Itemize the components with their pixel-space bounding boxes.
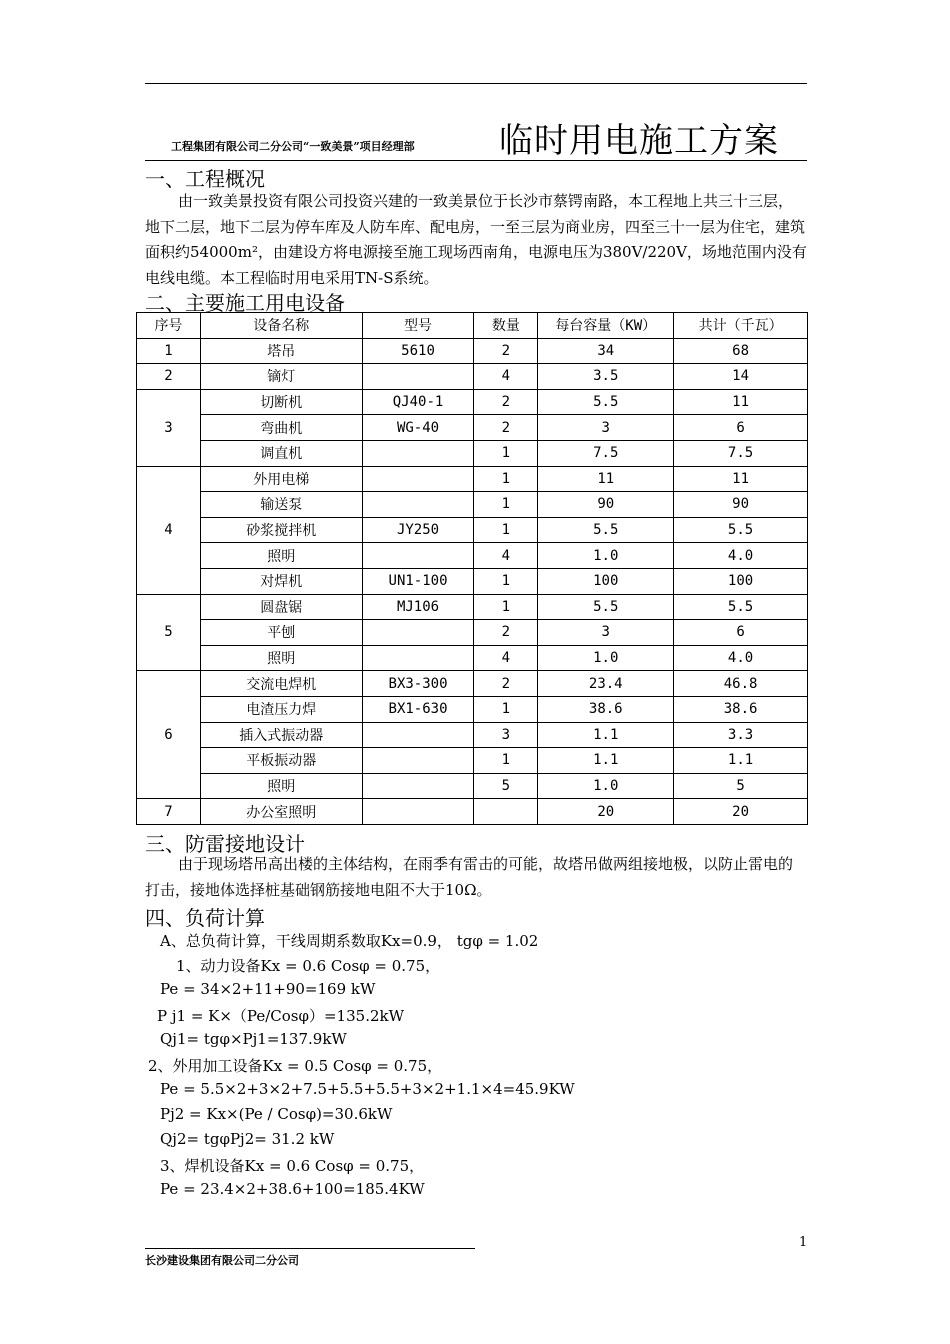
table-cell: BX1-630 xyxy=(362,696,474,722)
section3-text: 由于现场塔吊高出楼的主体结构，在雨季有雷击的可能，故塔吊做两组接地极，以防止雷电的打击，接地体选择桩基础钢筋接地电阻不大于10Ω。 xyxy=(145,855,794,899)
table-cell: 5.5 xyxy=(538,594,674,620)
equipment-table xyxy=(136,312,808,825)
table-cell: 4 xyxy=(474,645,538,671)
table-row xyxy=(137,517,808,543)
table-cell xyxy=(362,543,474,569)
table-row xyxy=(137,466,808,492)
table-cell: 圆盘锯 xyxy=(200,594,362,620)
calc-line-1: A、总负荷计算，干线周期系数取Kx=0.9， tgφ = 1.02 xyxy=(160,932,539,950)
footer-company: 长沙建设集团有限公司二分公司 xyxy=(145,1254,299,1267)
calc-line-5: Qj1= tgφ×Pj1=137.9kW xyxy=(160,1030,347,1048)
table-cell: MJ106 xyxy=(362,594,474,620)
table-cell xyxy=(362,722,474,748)
table-cell: 2 xyxy=(474,620,538,646)
calc-line-7: Pe = 5.5×2+3×2+7.5+5.5+5.5+3×2+1.1×4=45.9KW xyxy=(160,1080,575,1098)
table-row xyxy=(137,645,808,671)
table-cell: 1 xyxy=(474,594,538,620)
calc-line-2: 1、动力设备Kx = 0.6 Cosφ = 0.75， xyxy=(176,957,441,975)
calc-line-10: 3、焊机设备Kx = 0.6 Cosφ = 0.75， xyxy=(160,1157,425,1175)
table-cell: 2 xyxy=(474,671,538,697)
table-cell: 3.3 xyxy=(674,722,808,748)
table-cell: 100 xyxy=(674,568,808,594)
row-number-cell: 4 xyxy=(137,466,201,594)
table-cell: 2 xyxy=(474,389,538,415)
table-row xyxy=(137,620,808,646)
row-number-cell: 7 xyxy=(137,799,201,825)
table-cell: 3 xyxy=(538,415,674,441)
table-cell: 3.5 xyxy=(538,364,674,390)
table-cell: 14 xyxy=(674,364,808,390)
footer-rule xyxy=(145,1248,475,1249)
table-cell: 7.5 xyxy=(674,440,808,466)
table-cell: 调直机 xyxy=(200,440,362,466)
table-cell: 5.5 xyxy=(538,517,674,543)
table-cell: 68 xyxy=(674,338,808,364)
table-cell: 弯曲机 xyxy=(200,415,362,441)
table-cell: QJ40-1 xyxy=(362,389,474,415)
table-cell: 1 xyxy=(474,440,538,466)
table-cell: 镝灯 xyxy=(200,364,362,390)
table-cell: 交流电焊机 xyxy=(200,671,362,697)
table-cell: 38.6 xyxy=(674,696,808,722)
table-cell: 46.8 xyxy=(674,671,808,697)
table-row xyxy=(137,773,808,799)
table-cell: 11 xyxy=(674,389,808,415)
table-cell xyxy=(362,364,474,390)
table-cell: WG-40 xyxy=(362,415,474,441)
table-cell: 切断机 xyxy=(200,389,362,415)
table-row xyxy=(137,389,808,415)
table-cell xyxy=(362,748,474,774)
table-cell: 1 xyxy=(474,568,538,594)
row-number-cell: 6 xyxy=(137,671,201,799)
section1-text: 由一致美景投资有限公司投资兴建的一致美景位于长沙市蔡锷南路，本工程地上共三十三层，地下二层，地下二层为停车库及人防车库、配电房，一至三层为商业房，四至三十一层为住宅，建筑面积约54000m²，由建设方将电源接至施工现场西南角，电源电压为380V/220V，场地范围内没有电线电缆。本工程临时用电采用TN-S系统。 xyxy=(145,192,807,287)
column-header: 数量 xyxy=(474,313,538,339)
table-cell: 90 xyxy=(538,492,674,518)
table-cell: 2 xyxy=(474,415,538,441)
table-cell: 外用电梯 xyxy=(200,466,362,492)
table-cell: 6 xyxy=(674,620,808,646)
table-cell: UN1-100 xyxy=(362,568,474,594)
header-rule xyxy=(145,83,807,84)
table-row xyxy=(137,440,808,466)
table-cell: 1 xyxy=(474,748,538,774)
section2-heading: 二、主要施工用电设备 xyxy=(145,291,345,315)
row-number-cell: 2 xyxy=(137,364,201,390)
page-number: 1 xyxy=(799,1235,808,1250)
table-cell: 4 xyxy=(474,364,538,390)
table-cell: 1.1 xyxy=(538,748,674,774)
table-cell xyxy=(362,492,474,518)
table-cell xyxy=(474,799,538,825)
table-cell: 1.0 xyxy=(538,773,674,799)
table-cell: 砂浆搅拌机 xyxy=(200,517,362,543)
table-cell: 4 xyxy=(474,543,538,569)
table-cell: 平刨 xyxy=(200,620,362,646)
table-cell: 2 xyxy=(474,338,538,364)
table-cell: 11 xyxy=(674,466,808,492)
table-row xyxy=(137,492,808,518)
calc-line-4: P j1 = K×（Pe/Cosφ）=135.2kW xyxy=(157,1007,405,1025)
table-cell: 4.0 xyxy=(674,543,808,569)
table-cell: 插入式振动器 xyxy=(200,722,362,748)
table-cell: 1 xyxy=(474,517,538,543)
table-cell: JY250 xyxy=(362,517,474,543)
table-cell: 5 xyxy=(674,773,808,799)
document-title: 临时用电施工方案 xyxy=(499,121,779,161)
table-cell: 5 xyxy=(474,773,538,799)
table-cell: 38.6 xyxy=(538,696,674,722)
table-cell: 90 xyxy=(674,492,808,518)
table-cell xyxy=(362,773,474,799)
column-header: 每台容量（KW） xyxy=(538,313,674,339)
calc-line-8: Pj2 = Kx×(Pe / Cosφ)=30.6kW xyxy=(160,1105,393,1123)
table-cell: 1.1 xyxy=(538,722,674,748)
table-row xyxy=(137,799,808,825)
table-cell xyxy=(362,620,474,646)
table-row xyxy=(137,594,808,620)
table-cell: 34 xyxy=(538,338,674,364)
column-header: 型号 xyxy=(362,313,474,339)
table-cell: 7.5 xyxy=(538,440,674,466)
table-cell: 6 xyxy=(674,415,808,441)
table-cell: 4.0 xyxy=(674,645,808,671)
table-cell: 1 xyxy=(474,492,538,518)
table-cell: 5.5 xyxy=(674,594,808,620)
calc-line-9: Qj2= tgφPj2= 31.2 kW xyxy=(160,1130,335,1148)
table-cell: 1 xyxy=(474,466,538,492)
column-header: 设备名称 xyxy=(200,313,362,339)
table-cell: 11 xyxy=(538,466,674,492)
table-row xyxy=(137,415,808,441)
table-cell: 对焊机 xyxy=(200,568,362,594)
section3-heading: 三、防雷接地设计 xyxy=(145,832,305,856)
row-number-cell: 1 xyxy=(137,338,201,364)
table-cell: 3 xyxy=(538,620,674,646)
column-header: 共计（千瓦） xyxy=(674,313,808,339)
table-row xyxy=(137,364,808,390)
table-cell: 5.5 xyxy=(674,517,808,543)
table-cell: 3 xyxy=(474,722,538,748)
table-cell: BX3-300 xyxy=(362,671,474,697)
section1-heading: 一、工程概况 xyxy=(145,167,265,191)
table-cell: 23.4 xyxy=(538,671,674,697)
table-cell: 输送泵 xyxy=(200,492,362,518)
table-cell: 1 xyxy=(474,696,538,722)
table-header-row xyxy=(137,313,808,339)
table-cell: 平板振动器 xyxy=(200,748,362,774)
table-row xyxy=(137,338,808,364)
header-org: 工程集团有限公司二分公司“一致美景”项目经理部 xyxy=(171,140,415,153)
calc-line-11: Pe = 23.4×2+38.6+100=185.4KW xyxy=(160,1180,425,1198)
table-cell: 办公室照明 xyxy=(200,799,362,825)
table-cell xyxy=(362,645,474,671)
calc-line-6: 2、外用加工设备Kx = 0.5 Cosφ = 0.75， xyxy=(148,1057,443,1075)
table-row xyxy=(137,543,808,569)
table-cell: 1.1 xyxy=(674,748,808,774)
table-cell: 塔吊 xyxy=(200,338,362,364)
table-cell: 照明 xyxy=(200,645,362,671)
table-row xyxy=(137,696,808,722)
row-number-cell: 5 xyxy=(137,594,201,671)
table-cell: 1.0 xyxy=(538,645,674,671)
table-cell: 电渣压力焊 xyxy=(200,696,362,722)
table-cell: 5610 xyxy=(362,338,474,364)
table-row xyxy=(137,722,808,748)
section4-heading: 四、负荷计算 xyxy=(145,906,265,930)
table-cell xyxy=(362,799,474,825)
column-header: 序号 xyxy=(137,313,201,339)
table-cell: 照明 xyxy=(200,773,362,799)
table-cell: 100 xyxy=(538,568,674,594)
table-cell: 20 xyxy=(674,799,808,825)
table-cell: 1.0 xyxy=(538,543,674,569)
table-cell xyxy=(362,466,474,492)
calc-line-3: Pe = 34×2+11+90=169 kW xyxy=(160,980,376,998)
table-cell xyxy=(362,440,474,466)
table-row xyxy=(137,748,808,774)
row-number-cell: 3 xyxy=(137,389,201,466)
table-row xyxy=(137,568,808,594)
table-cell: 5.5 xyxy=(538,389,674,415)
page-header xyxy=(145,118,807,161)
table-cell: 照明 xyxy=(200,543,362,569)
table-cell: 20 xyxy=(538,799,674,825)
table-row xyxy=(137,671,808,697)
